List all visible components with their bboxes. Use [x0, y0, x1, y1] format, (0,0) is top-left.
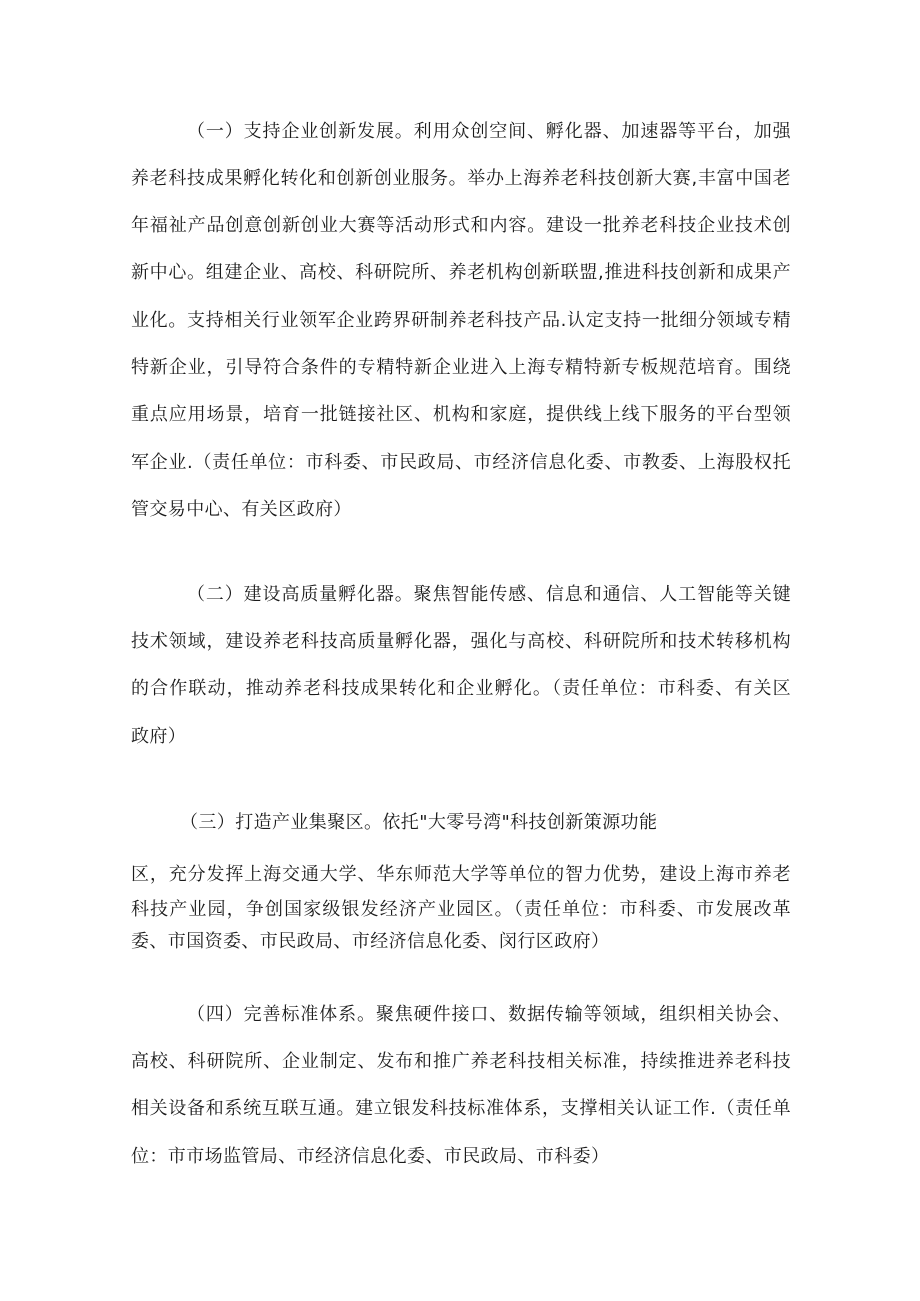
text-line: 委、市国资委、市民政局、市经济信息化委、闵行区政府）: [131, 931, 610, 952]
text-line: 的合作联动，推动养老科技成果转化和企业孵化。（责任单位：市科委、有关区: [131, 678, 791, 699]
text-line: （二）建设高质量孵化器。聚焦智能传感、信息和通信、人工智能等关键: [187, 584, 791, 605]
text-line: 管交易中心、有关区政府）: [131, 499, 352, 520]
text-line: 养老科技成果孵化转化和创新创业服务。举办上海养老科技创新大赛,丰富中国老: [131, 168, 791, 189]
text-line: 业化。支持相关行业领军企业跨界研制养老科技产品.认定支持一批细分领域专精: [131, 310, 791, 331]
text-line: 年福祉产品创意创新创业大赛等活动形式和内容。建设一批养老科技企业技术创: [131, 215, 791, 236]
text-line: 高校、科研院所、企业制定、发布和推广养老科技相关标准，持续推进养老科技: [131, 1051, 791, 1072]
text-line: 军企业.（责任单位：市科委、市民政局、市经济信息化委、市教委、上海股权托: [131, 452, 791, 473]
text-line: （一）支持企业创新发展。利用众创空间、孵化器、加速器等平台，加强: [187, 121, 791, 142]
text-line: （四）完善标准体系。聚焦硬件接口、数据传输等领域，组织相关协会、: [187, 1004, 791, 1025]
text-line: 技术领域，建设养老科技高质量孵化器，强化与高校、科研院所和技术转移机构: [131, 631, 791, 652]
text-line: 新中心。组建企业、高校、科研院所、养老机构创新联盟,推进科技创新和成果产: [131, 262, 791, 283]
text-line: 政府）: [131, 726, 187, 747]
text-line: 特新企业，引导符合条件的专精特新企业进入上海专精特新专板规范培育。围绕: [131, 357, 791, 378]
text-line: 区，充分发挥上海交通大学、华东师范大学等单位的智力优势，建设上海市养老: [131, 864, 791, 885]
text-line: 位：市市场监管局、市经济信息化委、市民政局、市科委）: [131, 1146, 610, 1167]
text-line: （三）打造产业集聚区。依托"大零号湾"科技创新策源功能: [180, 812, 658, 833]
text-line: 科技产业园，争创国家级银发经济产业园区。（责任单位：市科委、市发展改革: [131, 899, 791, 920]
text-line: 相关设备和系统互联互通。建立银发科技标准体系，支撑相关认证工作.（责任单: [131, 1098, 791, 1119]
text-line: 重点应用场景，培育一批链接社区、机构和家庭，提供线上线下服务的平台型领: [131, 404, 791, 425]
